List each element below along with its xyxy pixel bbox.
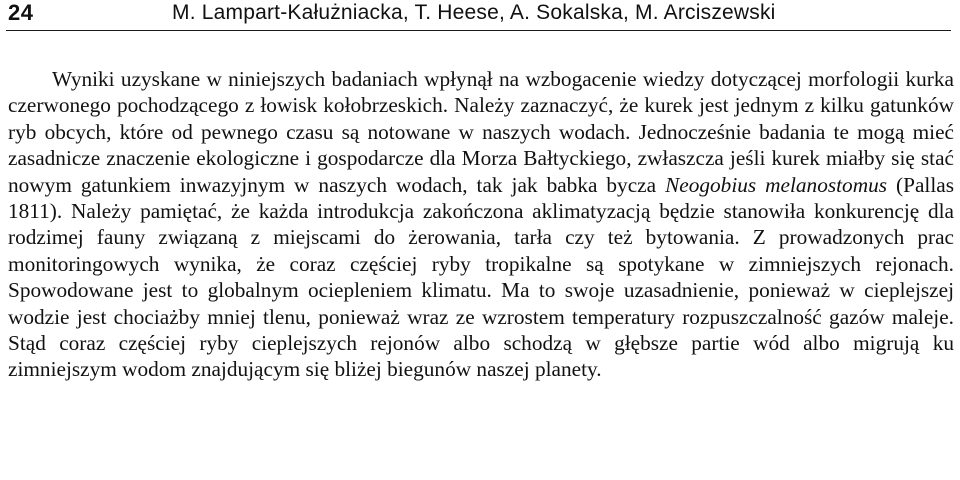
author-line: M. Lampart-Kałużniacka, T. Heese, A. Sokalska, M. Arciszewski xyxy=(172,1,776,24)
paragraph-text-part-2: (Pallas 1811). Należy pamiętać, że każda introdukcja zakończona aklimatyzacją będzie stanowiła konkurencję dla rodzimej fauny związaną z miejscami do żerowania, tarła czy też bytowania. Z prowadzonych prac monitoringowych wynika, że coraz częściej ryby tropikalne są spotykane w zimniejszych rejonach. Spowodowane jest to globalnym ociepleniem klimatu. Ma to swoje uzasadnienie, ponieważ w cieplejszej wodzie jest chociażby mniej tlenu, ponieważ wraz ze wzrostem temperatury rozpuszczalność gazów maleje. Stąd coraz częściej ryby cieplejszych rejonów albo schodzą w głębsze partie wód albo migrują ku zimniejszym wodom znajdującym się bliżej biegunów naszej planety. xyxy=(8,172,954,382)
paragraph-text-part-1: Wyniki uzyskane w niniejszych badaniach wpłynął na wzbogacenie wiedzy dotyczącej morfologii kurka czerwonego pochodzącego z łowisk kołobrzeskich. Należy zaznaczyć, że kurek jest jednym z kilku gatunków ryb obcych, które od pewnego czasu są notowane w naszych wodach. Jednocześnie badania te mogą mieć zasadnicze znaczenie ekologiczne i gospodarcze dla Morza Bałtyckiego, zwłaszcza jeśli kurek miałby się stać nowym gatunkiem inwazyjnym w naszych wodach, tak jak babka bycza xyxy=(8,67,954,197)
page-number: 24 xyxy=(8,0,34,25)
species-name-italic: Neogobius melanostomus xyxy=(665,172,888,197)
paragraph xyxy=(8,66,954,383)
running-header xyxy=(6,0,951,31)
body-text xyxy=(8,66,954,383)
